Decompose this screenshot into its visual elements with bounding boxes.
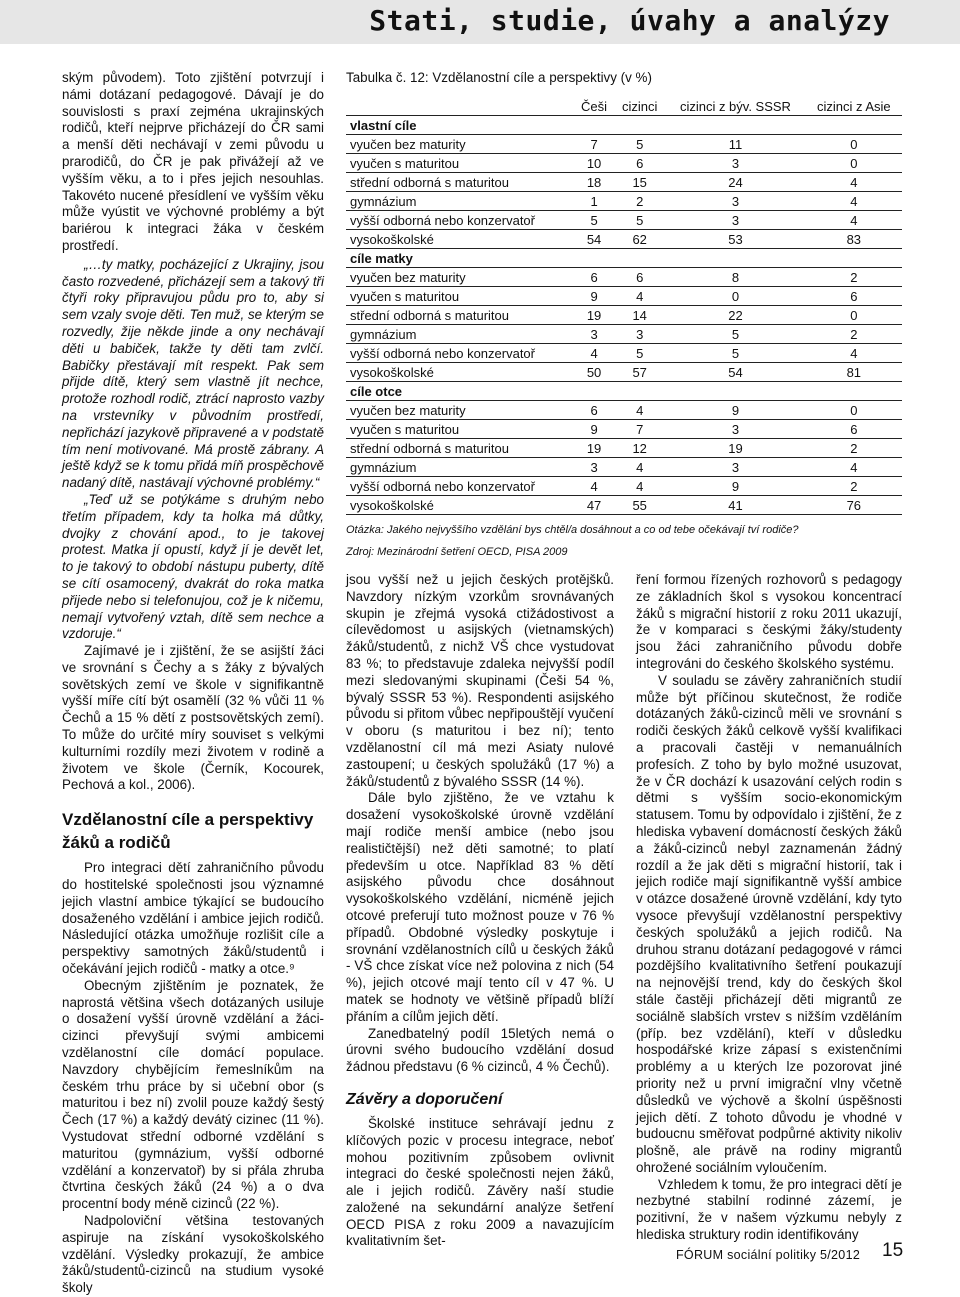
magazine-name: FÓRUM sociální politiky 5/2012 [676, 1248, 861, 1262]
table-empty-cell [665, 382, 805, 401]
section-heading: Závěry a doporučení [346, 1090, 503, 1108]
table-row [346, 420, 902, 439]
table-cell: 4 [614, 458, 665, 477]
table-cell: 6 [614, 268, 665, 287]
table-row-label: vyučen bez maturity [346, 135, 574, 154]
table-section-row [346, 116, 902, 135]
table-cell: 0 [665, 287, 805, 306]
table-body [346, 116, 902, 515]
table-cell: 83 [806, 230, 902, 249]
table-row [346, 268, 902, 287]
table-row-label: gymnázium [346, 192, 574, 211]
text-column-right [636, 572, 902, 1244]
table-cell: 4 [806, 192, 902, 211]
table-cell: 5 [665, 325, 805, 344]
table-cell: 14 [614, 306, 665, 325]
table-cell: 54 [574, 230, 614, 249]
table-row-label: vyšší odborná nebo konzervatoř [346, 477, 574, 496]
table-row [346, 230, 902, 249]
table-row [346, 439, 902, 458]
table-cell: 2 [806, 268, 902, 287]
table-cell: 9 [574, 420, 614, 439]
text-column-left [62, 70, 324, 1297]
text-column-middle [346, 572, 614, 1250]
table-row [346, 287, 902, 306]
table-row-label: střední odborná s maturitou [346, 306, 574, 325]
table-cell: 9 [574, 287, 614, 306]
table-row-label: vyučen s maturitou [346, 287, 574, 306]
table-cell: 4 [614, 287, 665, 306]
table-row [346, 458, 902, 477]
table-cell: 41 [665, 496, 805, 515]
table-cell: 5 [614, 344, 665, 363]
table-caption: Tabulka č. 12: Vzdělanostní cíle a perspektivy (v %) [346, 70, 652, 85]
table-cell: 53 [665, 230, 805, 249]
table-cell: 6 [806, 420, 902, 439]
paragraph: ření formou řízených rozhovorů s pedagogy ze základních škol s vysokou koncentrací žáků s migrační historií z roku 2011 ukazují, že v komparaci s českými žáky/studenty jsou žáci zahraničního původu dobře integrováni do českého školského systému. [636, 572, 902, 671]
table-source: Zdroj: Mezinárodní šetření OECD, PISA 2009 [346, 546, 568, 558]
table-section-row [346, 249, 902, 268]
table-corner [346, 97, 574, 116]
table-row-label: vysokoškolské [346, 230, 574, 249]
column-header: Češi [574, 97, 614, 116]
table-cell: 15 [614, 173, 665, 192]
table-row [346, 401, 902, 420]
table-row-label: gymnázium [346, 458, 574, 477]
table-cell: 2 [614, 192, 665, 211]
table-cell: 19 [574, 306, 614, 325]
table-cell: 4 [614, 477, 665, 496]
table-cell: 0 [806, 401, 902, 420]
table-row-label: střední odborná s maturitou [346, 439, 574, 458]
paragraph: ským původem). Toto zjištění potvrzují i námi dotázaní pedagogové. Dávají je do souvislosti s praxí zejména ukrajinských rodičů, kteří nejprve přicházejí do ČR sami a menší děti nechávají v zemi původu u prarodičů, do ČR je pak přivážejí až ve vyšším věku, a to i přes jejich nesouhlas. Takovéto nucené přesídlení ve vyšším věku může vyústit ve výchovné problémy a být bariérou k integraci žáka v českém prostředí. [62, 70, 324, 253]
table-row [346, 477, 902, 496]
table-cell: 3 [665, 211, 805, 230]
table-row [346, 135, 902, 154]
table-row [346, 192, 902, 211]
table-cell: 6 [574, 401, 614, 420]
table-row [346, 363, 902, 382]
paragraph: Pro integraci dětí zahraničního původu do hostitelské společnosti jsou významné jejich vlastní ambice týkající se budoucího dosaženého vzdělání i ambice jejich rodičů. Následující otázka umožňuje rozlišit cíle a perspektivy samotných žáků/studentů i očekávání jejich rodičů - matky a otce.⁹ [62, 860, 324, 977]
table-cell: 5 [665, 344, 805, 363]
table-cell: 12 [614, 439, 665, 458]
paragraph: jsou vyšší než u jejich českých protějšků. Navzdory nízkým vzorkům srovnávaných skupin je zřejmá vysoká ctižádostivost a cílevědomost u asijských (vietnamských) žáků/studentů, z nichž VŠ chce vystudovat 83 %; to představuje zdaleka nejvyšší podíl mezi sledovanými skupinami (Češi 54 %, bývalý SSSR 53 %). Respondenti asijského původu si přitom vůbec nepřipouštějí vyučení v oboru (s maturitou i bez ní); tento vzdělanostní cíl má mezi Asiaty nulové zastoupení; u českých spolužáků (17 %) a žáků/studentů z bývalého SSSR (14 %). [346, 572, 614, 789]
table-row-label: gymnázium [346, 325, 574, 344]
table-section-title: cíle matky [346, 249, 574, 268]
table-row-label: vyšší odborná nebo konzervatoř [346, 211, 574, 230]
table-empty-cell [665, 249, 805, 268]
table-cell: 54 [665, 363, 805, 382]
table-cell: 4 [806, 211, 902, 230]
interview-quote: „…ty matky, pocházející z Ukrajiny, jsou často rozvedené, přicházejí sem a takový tři čtyři roky připravujou půdu pro to, aby si sem vzaly svoje děti. Ten muž, se kterým se rozvedly, žije někde jinde a ony nechávají děti u babiček, takže ty děti tam zvlčí. Babičky přestávají mít respekt. Pak sem přijde dítě, který sem vlastně jít nechce, protože rozhodl rodič, ztrácí naprosto vazby na vrstevníky v původním prostředí, nepřichází jazykově připravené a v podstatě tím není motivované. Má prostě zábrany. A ještě když se k tomu přidá míň prospěchově nadaný dítě, nastávají výchovné problémy.“ [62, 256, 324, 491]
table-cell: 11 [665, 135, 805, 154]
paragraph: Zanedbatelný podíl 15letých nemá o úrovni svého budoucího vzdělání dosud žádnou představu (6 % cizinců, 4 % Čechů). [346, 1025, 614, 1075]
table-row-label: vysokoškolské [346, 496, 574, 515]
table-row [346, 344, 902, 363]
table-row-label: vyšší odborná nebo konzervatoř [346, 344, 574, 363]
column-header: cizinci [614, 97, 665, 116]
table-empty-cell [806, 116, 902, 135]
column-header: cizinci z býv. SSSR [665, 97, 805, 116]
table-cell: 55 [614, 496, 665, 515]
table-section-row [346, 382, 902, 401]
table-cell: 50 [574, 363, 614, 382]
table-empty-cell [806, 249, 902, 268]
table-cell: 6 [806, 287, 902, 306]
table-cell: 24 [665, 173, 805, 192]
table-block [346, 70, 902, 559]
table-cell: 76 [806, 496, 902, 515]
table-cell: 3 [665, 192, 805, 211]
table-section-title: vlastní cíle [346, 116, 574, 135]
table-cell: 7 [574, 135, 614, 154]
table-cell: 10 [574, 154, 614, 173]
table-cell: 9 [665, 401, 805, 420]
table-cell: 4 [806, 458, 902, 477]
table-cell: 5 [614, 135, 665, 154]
table-row-label: vysokoškolské [346, 363, 574, 382]
table-cell: 57 [614, 363, 665, 382]
table-cell: 4 [574, 344, 614, 363]
table-cell: 19 [665, 439, 805, 458]
table-cell: 19 [574, 439, 614, 458]
table-cell: 0 [806, 306, 902, 325]
paragraph: Dále bylo zjištěno, že ve vztahu k dosažení vysokoškolské úrovně vzdělání mají rodiče menší ambice (nebo jsou realističtější) než děti samotné; to platí především u otce. Například 83 % dětí asijského původu chce dosáhnout vysokoškolského vzdělání, nicméně jejich otcové preferují tuto možnost pouze v 76 % případů. Obdobné výsledky poskytuje i srovnání vzdělanostních cílů u českých žáků - VŠ chce získat více než polovina z nich (54 %), jejich otcové mají tento cíl v 47 %. U matek se hodnoty ve většině případů blíží přáním a cílům jejich dětí. [346, 790, 614, 1024]
table-cell: 1 [574, 192, 614, 211]
paragraph: Nadpoloviční většina testovaných aspiruje na získání vysokoškolského vzdělání. Výsledky prokazují, že ambice žáků/studentů-cizinců na studium vysoké školy [62, 1213, 324, 1296]
column-header: cizinci z Asie [806, 97, 902, 116]
table-row [346, 496, 902, 515]
paragraph: Obecným zjištěním je poznatek, že naprostá většina všech dotázaných usiluje o dosažení vyšší úrovně vzdělání a žáci-cizinci převyšují svými ambicemi vzdělanostní cíle domácí populace. Navzdory chybějícím řemeslníkům na českém trhu práce by si učební obor (s maturitou i bez ní) zvolil pouze každý šestý Čech (17 %) a každý devátý cizinec (11 %). Vystudovat střední odborné vzdělání s maturitou (gymnázium, vyšší odborné vzdělání a konzervatoř) by si přála zhruba čtvrtina českých žáků (24 %) a o dva procentní body méně cizinců (22 %). [62, 977, 324, 1212]
section-heading: Vzdělanostní cíle a perspektivy žáků a rodičů [62, 810, 314, 853]
table-cell: 4 [574, 477, 614, 496]
table-row [346, 306, 902, 325]
table-row-label: střední odborná s maturitou [346, 173, 574, 192]
table-cell: 2 [806, 325, 902, 344]
table-empty-cell [574, 249, 614, 268]
table-empty-cell [614, 249, 665, 268]
table-cell: 4 [806, 173, 902, 192]
paragraph: V souladu se závěry zahraničních studií může být příčinou skutečnost, že rodiče dotázaných žáků-cizinců měli ve srovnání s rodiči českých žáků celkově vyšší kvalifikaci a pracovali častěji v nemanuálních profesích. Z toho by bylo možné usuzovat, že v ČR dochází k usazování celých rodin s dětmi s vyšším socio-ekonomickým statusem. Tomu by odpovídalo i zjištění, že z hlediska vybavení domácností českých žáků a žáků-cizinců nebyl zaznamenán žádný rozdíl a že jak děti s migrační historií, tak i jejich rodiče mají signifikantně vyšší ambice v otázce dosažené úrovně vzdělání, kdy tyto vysoce převyšují vzdělanostní perspektivy českých spolužáků a jejich rodičů. Na druhou stranu dotázaní pedagogové v rámci pozdějšího kvalitativního šetření poukazují na nejnovější trend, kdy do českých škol stále častěji přicházejí děti migrantů ze sociálně slabších vrstev s nižším vzděláním (příp. bez vzdělání), kteří v důsledku hospodářské krize zápasí s existenčními problémy a u kterých lze pozorovat jiné priority než u první imigrační vlny včetně důsledků ve výchově a školní úspěšnosti jejich dětí. Z tohoto důvodu je vhodné v budoucnu směřovat podpůrné aktivity nikoliv plošně, ale právě na rodiny migrantů ohrožené sociálním vyloučením. [636, 672, 902, 1175]
table-row [346, 173, 902, 192]
table-section-title: cíle otce [346, 382, 574, 401]
table-cell: 81 [806, 363, 902, 382]
interview-quote: „Teď už se potýkáme s druhým nebo třetím případem, kdy ta holka má důtky, dvojky z chování apod., to je takovej protest. Matka jí opustí, když jí je devět let, to je takový to období nástupu puberty, dítě se cítí osamocený, dvakrát do roka matka přijede nebo si telefonujou, což je k ničemu, nemají vytvořený vztah, dítě sem nechce a vzdoruje.“ [62, 491, 324, 642]
table-cell: 62 [614, 230, 665, 249]
table-cell: 3 [665, 154, 805, 173]
table-cell: 8 [665, 268, 805, 287]
table-row [346, 154, 902, 173]
education-goals-table [346, 97, 902, 515]
paragraph: Školské instituce sehrávají jednu z klíčových pozic v procesu integrace, neboť mohou pozitivním způsobem ovlivnit integraci do české společnosti nejen žáků, ale i jejich rodičů. Závěry naší studie založené na sekundární analýze šetření OECD PISA z roku 2009 a navazujícím kvalitativním šet- [346, 1115, 614, 1249]
table-row-label: vyučen s maturitou [346, 420, 574, 439]
table-cell: 0 [806, 154, 902, 173]
table-empty-cell [574, 116, 614, 135]
table-cell: 7 [614, 420, 665, 439]
table-cell: 3 [665, 458, 805, 477]
table-cell: 3 [614, 325, 665, 344]
table-row-label: vyučen s maturitou [346, 154, 574, 173]
table-empty-cell [614, 382, 665, 401]
page-number: 15 [882, 1240, 904, 1261]
table-empty-cell [574, 382, 614, 401]
table-cell: 5 [574, 211, 614, 230]
table-cell: 3 [574, 325, 614, 344]
table-cell: 22 [665, 306, 805, 325]
table-cell: 0 [806, 135, 902, 154]
table-header-row [346, 97, 902, 116]
table-cell: 3 [665, 420, 805, 439]
table-cell: 5 [614, 211, 665, 230]
table-cell: 3 [574, 458, 614, 477]
table-cell: 2 [806, 477, 902, 496]
table-row-label: vyučen bez maturity [346, 268, 574, 287]
table-row [346, 211, 902, 230]
table-question-note: Otázka: Jakého nejvyššího vzdělání bys chtěl/a dosáhnout a co od tebe očekávají tví rodiče? [346, 524, 799, 536]
table-row-label: vyučen bez maturity [346, 401, 574, 420]
table-cell: 4 [614, 401, 665, 420]
section-title: Stati, studie, úvahy a analýzy [369, 4, 890, 37]
table-cell: 2 [806, 439, 902, 458]
table-cell: 47 [574, 496, 614, 515]
table-row [346, 325, 902, 344]
table-cell: 6 [614, 154, 665, 173]
paragraph: Zajímavé je i zjištění, že se asijští žáci ve srovnání s Čechy a s žáky z bývalých sovětských zemí ve škole v signifikantně vyšší míře cítí být osamělí (32 % vůči 11 % Čechů a 15 % dětí z postsovětských zemí). To může do určité míry souviset s velkými kulturními rozdíly mezi životem v rodině a životem ve škole (Černík, Kocourek, Pechová a kol., 2006). [62, 643, 324, 793]
table-cell: 18 [574, 173, 614, 192]
paragraph: Vzhledem k tomu, že pro integraci dětí je nezbytné stabilní rodinné zázemí, je pozitivní, že v našem výzkumu nebyly z hlediska struktury rodin identifikovány [636, 1176, 902, 1243]
table-empty-cell [665, 116, 805, 135]
table-empty-cell [614, 116, 665, 135]
table-cell: 6 [574, 268, 614, 287]
table-cell: 9 [665, 477, 805, 496]
table-cell: 4 [806, 344, 902, 363]
table-empty-cell [806, 382, 902, 401]
